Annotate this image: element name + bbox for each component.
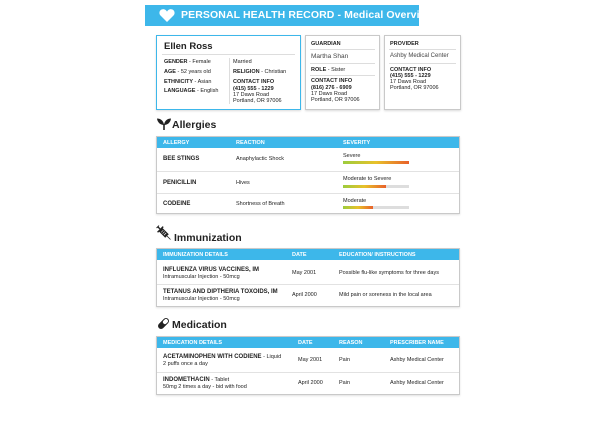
- guardian-name: Martha Shan: [311, 53, 349, 60]
- patient-marital: Married: [233, 59, 252, 65]
- medication-title: Medication: [172, 319, 227, 331]
- guardian-contact-label: CONTACT INFO: [311, 78, 353, 84]
- guardian-heading: GUARDIAN: [311, 41, 341, 47]
- severity-bar: [343, 185, 409, 188]
- patient-phone: (415) 555 - 1229: [233, 86, 274, 92]
- immunization-table-header: IMMUNIZATION DETAILS DATE EDUCATION/ INSTRUCTIONS: [157, 249, 459, 260]
- patient-language: LANGUAGE - English: [164, 88, 219, 94]
- patient-contact-label: CONTACT INFO: [233, 79, 275, 85]
- allergies-title: Allergies: [172, 119, 217, 131]
- severity-bar: [343, 161, 409, 164]
- header-banner: [145, 5, 434, 26]
- severity-bar: [343, 206, 409, 209]
- provider-address-line1: 17 Daws Road: [390, 79, 427, 85]
- medication-table: [156, 336, 460, 395]
- guardian-phone: (816) 276 - 6909: [311, 85, 352, 91]
- medication-table-header: MEDICATION DETAILS DATE REASON PRESCRIBER NAME: [157, 337, 459, 348]
- allergy-reaction: Hives: [236, 180, 250, 186]
- table-row: INDOMETHACIN - Tablet 50mg 2 times a day - bid with food April 2000 Pain Ashby Medical Center: [157, 372, 459, 394]
- table-row: TETANUS AND DIPTHERIA TOXOIDS, IM Intramuscular Injection - 50mcg April 2000 Mild pain or soreness in the local area: [157, 284, 459, 306]
- page-title: PERSONAL HEALTH RECORD - Medical Overview: [181, 9, 434, 21]
- allergy-name: BEE STINGS: [163, 156, 200, 162]
- allergy-reaction: Shortness of Breath: [236, 201, 285, 207]
- allergy-severity: Moderate: [343, 198, 367, 204]
- guardian-card: [305, 35, 380, 110]
- allergy-reaction: Anaphylactic Shock: [236, 156, 284, 162]
- table-row: INFLUENZA VIRUS VACCINES, IM Intramuscular Injection - 50mcg May 2001 Possible flu-like symptoms for three days: [163, 267, 439, 280]
- provider-card: [384, 35, 461, 110]
- allergy-severity: Severe: [343, 153, 361, 159]
- leaf-icon: [156, 117, 172, 131]
- table-row: ACETAMINOPHEN WITH CODIENE - Liquid 2 puffs once a day May 2001 Pain Ashby Medical Center: [163, 354, 444, 367]
- heart-icon: [159, 8, 175, 23]
- guardian-address-line1: 17 Daws Road: [311, 91, 348, 97]
- col-allergy: ALLERGY: [163, 140, 190, 146]
- allergies-table-header: [157, 137, 459, 148]
- patient-age: AGE - 52 years old: [164, 69, 211, 75]
- provider-address-line2: Portland, OR 97006: [390, 85, 439, 91]
- patient-card: [156, 35, 301, 110]
- immunization-table: [156, 248, 460, 307]
- table-row: [157, 149, 459, 170]
- provider-name: Ashby Medical Center: [390, 53, 449, 59]
- allergy-name: CODEINE: [163, 201, 191, 207]
- allergy-severity: Moderate to Severe: [343, 176, 392, 182]
- provider-phone: (415) 555 - 1229: [390, 73, 431, 79]
- patient-address-line1: 17 Daws Road: [233, 92, 270, 98]
- pill-icon: [156, 316, 171, 331]
- guardian-address-line2: Portland, OR 97006: [311, 97, 360, 103]
- allergy-name: PENICILLIN: [163, 180, 197, 186]
- patient-name: Ellen Ross: [164, 41, 213, 52]
- syringe-icon: [156, 225, 173, 242]
- provider-heading: PROVIDER: [390, 41, 419, 47]
- patient-religion: RELIGION - Christian: [233, 69, 287, 75]
- table-row: [157, 171, 459, 193]
- provider-contact-label: CONTACT INFO: [390, 67, 432, 73]
- guardian-role: ROLE - Sister: [311, 67, 346, 73]
- table-row: [157, 193, 459, 213]
- immunization-title: Immunization: [174, 232, 242, 244]
- allergies-table: [156, 136, 460, 214]
- col-reaction: REACTION: [236, 140, 265, 146]
- patient-ethnicity: ETHNICITY - Asian: [164, 79, 212, 85]
- patient-gender: GENDER - Female: [164, 59, 211, 65]
- patient-address-line2: Portland, OR 97006: [233, 98, 282, 104]
- col-severity: SEVERITY: [343, 140, 371, 146]
